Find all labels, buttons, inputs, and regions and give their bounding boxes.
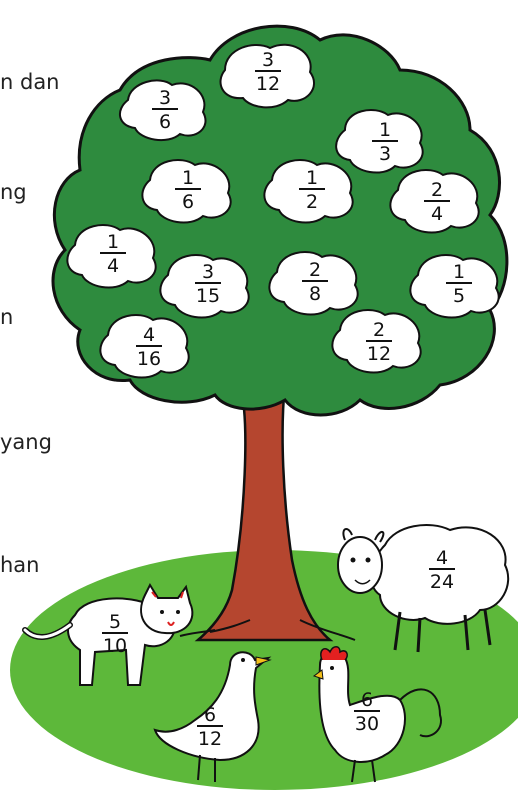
side-text-line-5: han: [0, 553, 40, 577]
tree-fraction-2-4-denominator: 4: [430, 203, 444, 225]
tree-fraction-1-6-denominator: 6: [181, 191, 195, 213]
tree-fraction-1-5-numerator: 1: [452, 261, 466, 283]
tree-fraction-3-6-numerator: 3: [158, 87, 172, 109]
tree-fraction-1-2-denominator: 2: [305, 191, 319, 213]
side-text-line-2: ng: [0, 180, 27, 204]
tree-fraction-1-2-numerator: 1: [305, 167, 319, 189]
tree-fraction-3-15-numerator: 3: [201, 261, 215, 283]
sheep-fraction-denominator: 24: [429, 571, 455, 593]
side-text-line-4: yang: [0, 430, 52, 454]
goose-fraction-numerator: 6: [203, 704, 217, 726]
cat-fraction-numerator: 5: [108, 611, 122, 633]
tree-fraction-1-3-numerator: 1: [378, 119, 392, 141]
tree-fraction-3-15-denominator: 15: [195, 285, 221, 307]
tree-fraction-4-16-denominator: 16: [136, 348, 162, 370]
tree-fraction-2-12-numerator: 2: [372, 319, 386, 341]
tree-fraction-3-12-denominator: 12: [255, 73, 281, 95]
rooster-fraction-numerator: 6: [360, 689, 374, 711]
tree-fraction-4-16-numerator: 4: [142, 324, 156, 346]
rooster-fraction-denominator: 30: [354, 713, 380, 735]
tree-fraction-2-12-denominator: 12: [366, 343, 392, 365]
tree-fraction-1-6-numerator: 1: [181, 167, 195, 189]
sheep-fraction-numerator: 4: [435, 547, 449, 569]
goose-fraction-denominator: 12: [197, 728, 223, 750]
side-text-line-1: n dan: [0, 70, 60, 94]
tree-fraction-2-8-denominator: 8: [308, 283, 322, 305]
cat-fraction-denominator: 10: [102, 635, 128, 657]
tree-fraction-2-4-numerator: 2: [430, 179, 444, 201]
side-text-line-3: n: [0, 305, 14, 329]
tree-fraction-3-12-numerator: 3: [261, 49, 275, 71]
tree-fraction-1-5-denominator: 5: [452, 285, 466, 307]
tree-fraction-3-6-denominator: 6: [158, 111, 172, 133]
tree-fraction-1-3-denominator: 3: [378, 143, 392, 165]
tree-fraction-1-4-numerator: 1: [106, 231, 120, 253]
tree-fraction-2-8-numerator: 2: [308, 259, 322, 281]
tree-fraction-1-4-denominator: 4: [106, 255, 120, 277]
